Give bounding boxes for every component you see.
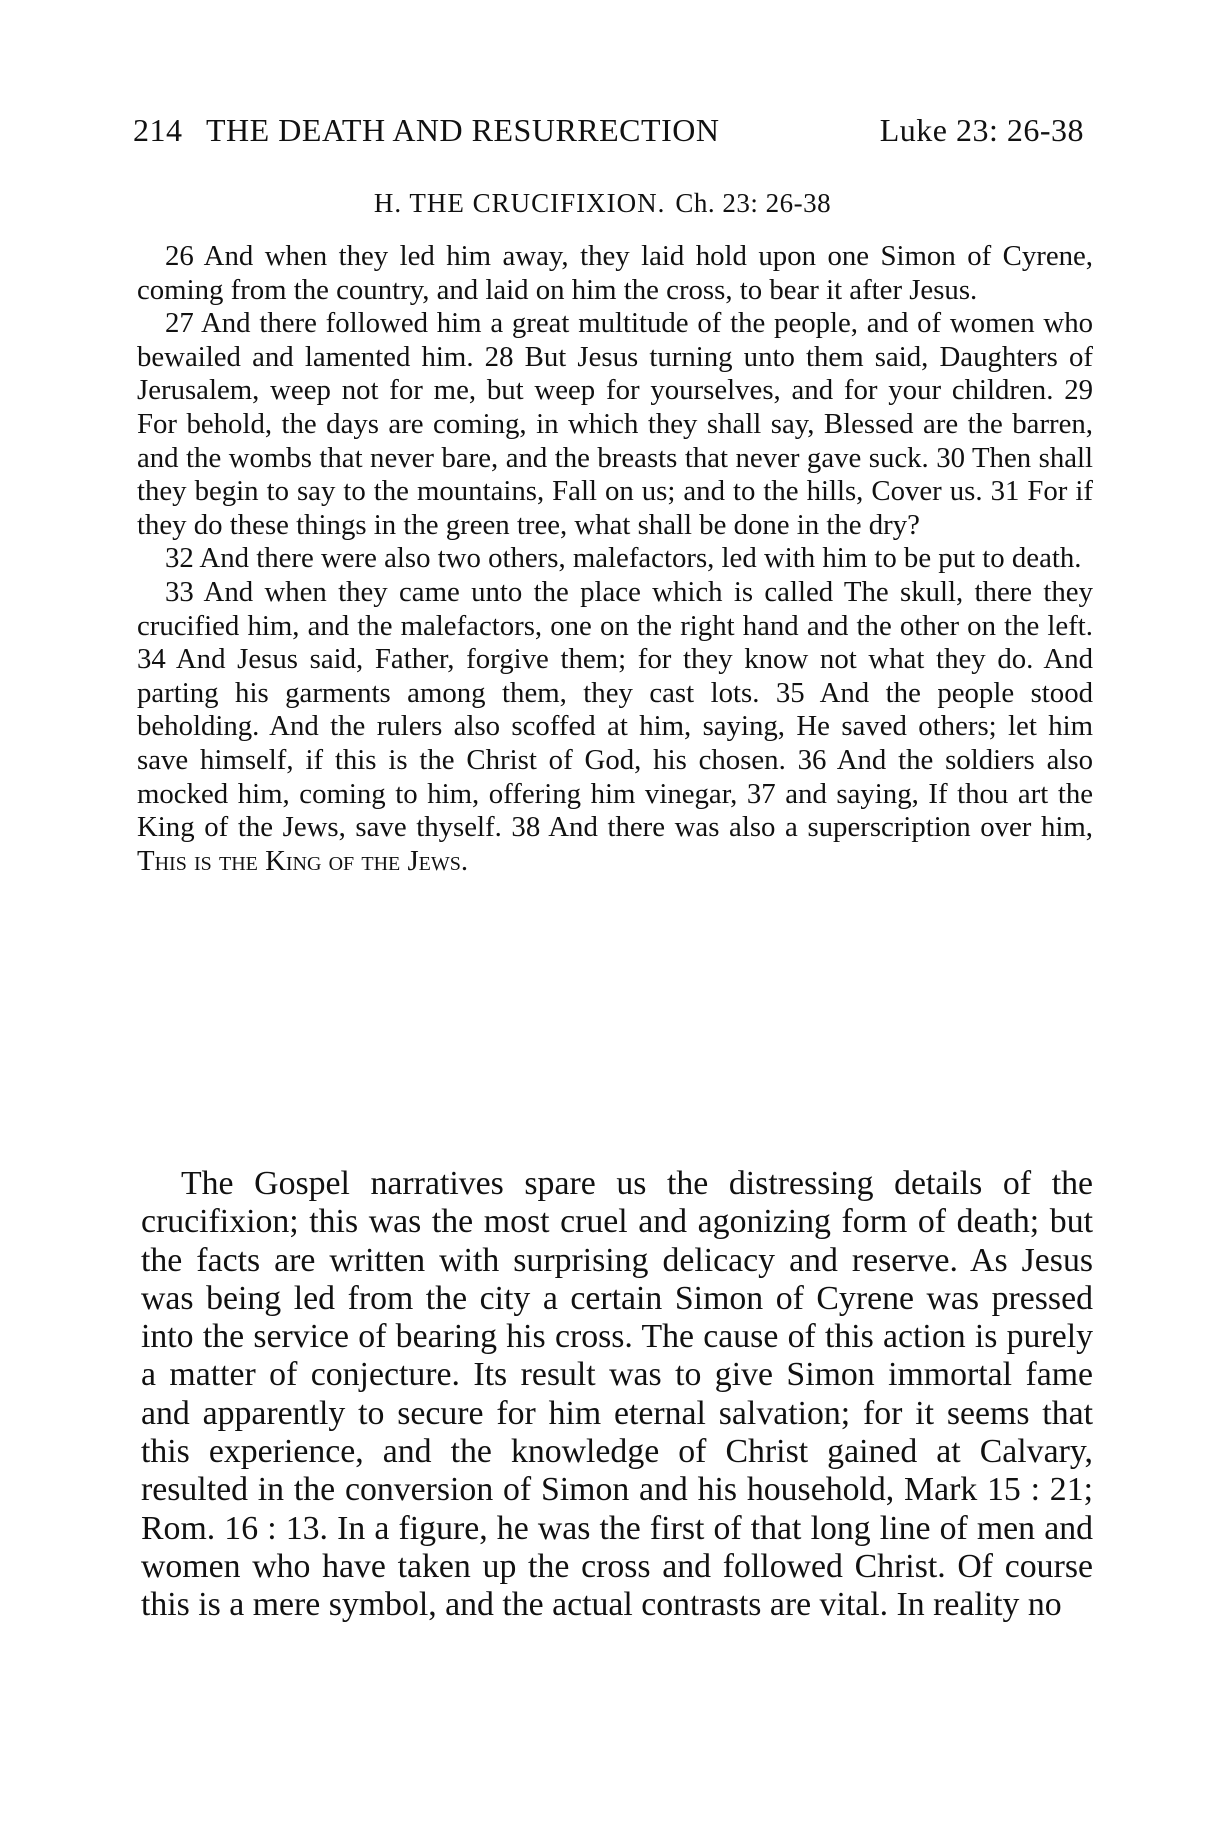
- commentary-paragraph: The Gospel narratives spare us the distressing details of the crucifixion; this was the most cruel and agonizing form of death; but the facts are written with surprising delicacy and reserve. As Jesus was being led from the city a certain Simon of Cyrene was pressed into the service of bearing his cross. The cause of this action is purely a matter of conjecture. Its result was to give Simon immortal fame and apparently to secure for him eternal salvation; for it seems that this experience, and the knowledge of Christ gained at Calvary, resulted in the conversion of Simon and his household, Mark 15 : 21; Rom. 16 : 13. In a figure, he was the first of that long line of men and women who have taken up the cross and followed Christ. Of course this is a mere symbol, and the actual contrasts are vital. In reality no: [141, 1165, 1093, 1624]
- running-head: [133, 108, 1084, 152]
- section-heading: [0, 185, 1205, 221]
- running-title: THE DEATH AND RESURRECTION: [206, 112, 720, 148]
- running-reference: Luke 23: 26-38: [879, 112, 1084, 148]
- scripture-text-33-38: 33 And when they came unto the place which is called The skull, there they crucified him, and the malefactors, one on the right hand and the other on the left. 34 And Jesus said, Father, forgive them; for they know not what they do. And parting his garments among them, they cast lots. 35 And the people stood beholding. And the rulers also scoffed at him, saying, He saved others; let him save himself, if this is the Christ of God, his chosen. 36 And the soldiers also mocked him, coming to him, offering him vinegar, 37 and saying, If thou art the King of the Jews, save thyself. 38 And there was also a superscription over him,: [137, 575, 1093, 844]
- superscription: This is the King of the Jews.: [137, 844, 469, 877]
- commentary: [141, 1165, 1093, 1625]
- scripture-passage: [137, 240, 1093, 878]
- scripture-paragraph-27-31: 27 And there followed him a great multitude of the people, and of women who bewailed and lamented him. 28 But Jesus turning unto them said, Daughters of Jerusalem, weep not for me, but weep for yourselves, and for your children. 29 For behold, the days are coming, in which they shall say, Blessed are the barren, and the wombs that never bare, and the breasts that never gave suck. 30 Then shall they begin to say to the mountains, Fall on us; and to the hills, Cover us. 31 For if they do these things in the green tree, what shall be done in the dry?: [137, 307, 1093, 541]
- scripture-paragraph-26: 26 And when they led him away, they laid hold upon one Simon of Cyrene, coming from the country, and laid on him the cross, to bear it after Jesus.: [137, 240, 1093, 306]
- section-title: H. THE CRUCIFIXION.: [373, 188, 666, 218]
- scripture-paragraph-32: 32 And there were also two others, malefactors, led with him to be put to death.: [165, 542, 1082, 575]
- scripture-paragraph-33-38: [137, 576, 1093, 878]
- page-number: 214: [133, 112, 183, 148]
- section-reference: Ch. 23: 26-38: [675, 188, 832, 218]
